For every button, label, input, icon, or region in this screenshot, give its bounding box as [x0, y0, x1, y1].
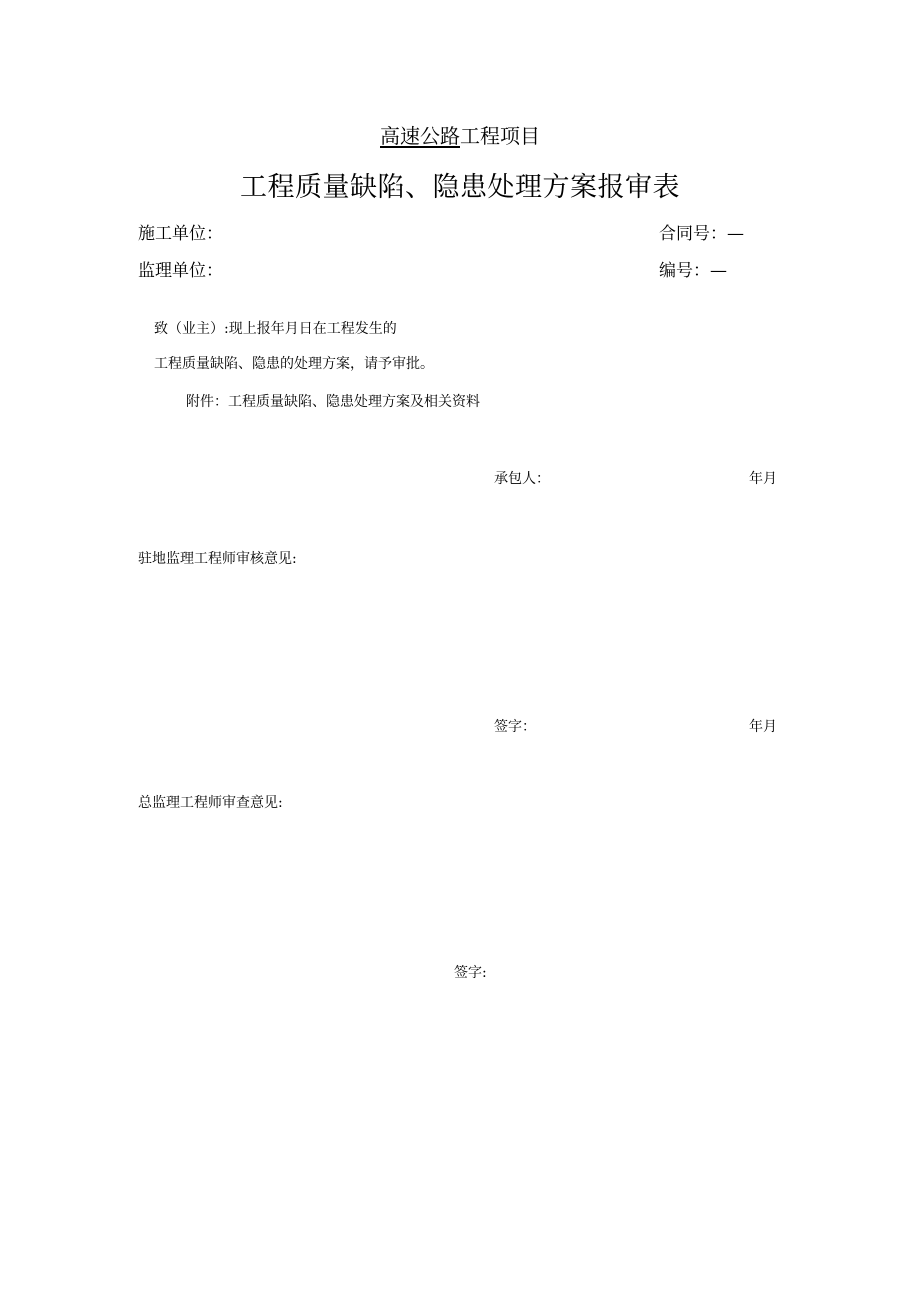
- project-title-suffix: 工程项目: [460, 124, 540, 148]
- attachment-note: 附件：工程质量缺陷、隐患处理方案及相关资料: [186, 394, 480, 410]
- contract-number-label: 合同号：: [659, 224, 727, 244]
- form-title: 工程质量缺陷、隐患处理方案报审表: [240, 172, 680, 203]
- serial-number-value: —: [710, 261, 727, 281]
- resident-engineer-sign-label: 签字：: [494, 719, 536, 735]
- contract-number-field: [659, 226, 744, 243]
- serial-number-field: [659, 263, 727, 280]
- resident-engineer-date-label: 年月: [749, 719, 777, 735]
- project-title: [0, 126, 920, 146]
- contractor-label: 承包人：: [494, 471, 550, 487]
- report-line-2: 工程质量缺陷、隐患的处理方案，请予审批。: [154, 356, 434, 372]
- chief-engineer-sign-label: 签字:: [454, 965, 487, 981]
- serial-number-label: 编号：: [659, 261, 710, 281]
- resident-engineer-review-title: 驻地监理工程师审核意见:: [138, 551, 297, 567]
- chief-engineer-review-title: 总监理工程师审查意见:: [138, 795, 283, 811]
- construction-unit-label: 施工单位：: [138, 224, 223, 244]
- contract-number-value: —: [727, 224, 744, 244]
- supervision-unit-label: 监理单位：: [138, 261, 223, 281]
- report-line-1: 致（业主）:现上报年月日在工程发生的: [154, 321, 397, 337]
- contractor-date-label: 年月: [749, 471, 777, 487]
- project-name-underlined: 高速公路: [380, 124, 460, 148]
